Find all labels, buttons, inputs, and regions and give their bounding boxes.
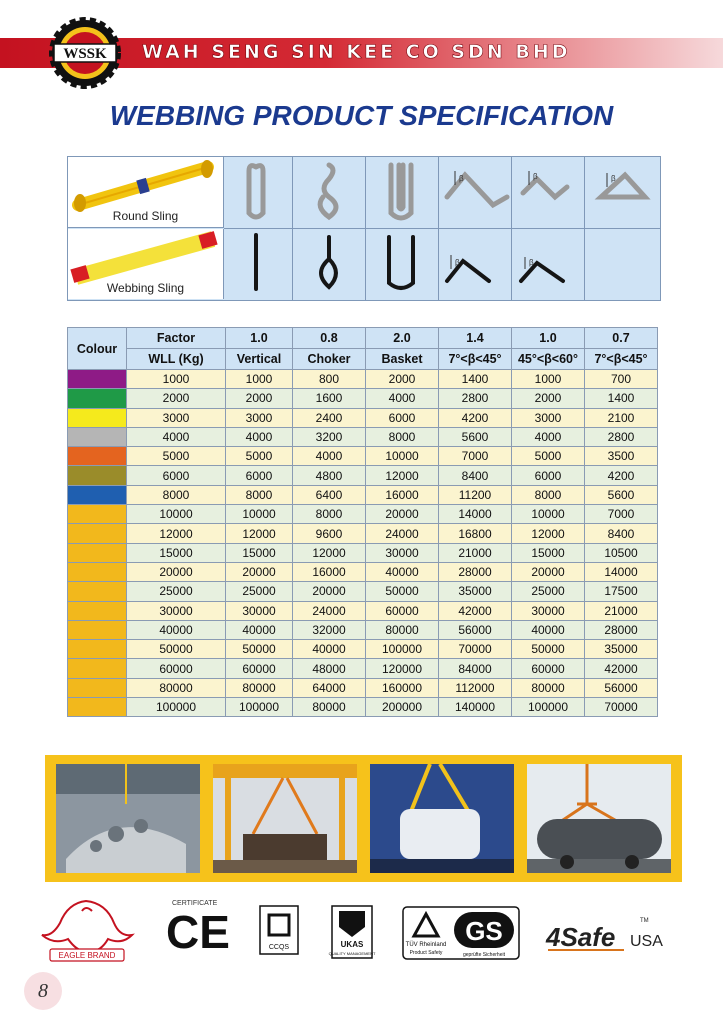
table-row xyxy=(68,389,658,408)
load-cell: 4000 xyxy=(512,427,585,446)
load-cell: 10000 xyxy=(366,447,439,466)
angle-diagram-icon-b xyxy=(523,179,567,197)
load-cell: 84000 xyxy=(439,659,512,678)
table-row xyxy=(68,582,658,601)
load-cell: 12000 xyxy=(366,466,439,485)
load-cell: 3200 xyxy=(293,427,366,446)
table-row xyxy=(68,562,658,581)
load-cell: 2400 xyxy=(293,408,366,427)
tuv-gs-logo xyxy=(402,906,520,960)
load-cell: 2800 xyxy=(439,389,512,408)
load-cell: 20000 xyxy=(366,505,439,524)
table-row xyxy=(68,659,658,678)
table-row xyxy=(68,466,658,485)
factor-header: Factor xyxy=(127,328,226,349)
load-cell: 7000 xyxy=(439,447,512,466)
wll-cell: 12000 xyxy=(127,524,226,543)
load-cell: 1400 xyxy=(585,389,658,408)
wll-cell: 5000 xyxy=(127,447,226,466)
webbing-sling-photo xyxy=(68,229,224,299)
wll-cell: 50000 xyxy=(127,640,226,659)
wll-cell: 2000 xyxy=(127,389,226,408)
load-cell: 56000 xyxy=(585,678,658,697)
load-cell: 4800 xyxy=(293,466,366,485)
load-cell: 15000 xyxy=(226,543,293,562)
table-row xyxy=(68,640,658,659)
colour-swatch xyxy=(68,389,127,408)
table-row xyxy=(68,678,658,697)
load-cell: 30000 xyxy=(366,543,439,562)
load-cell: 140000 xyxy=(439,698,512,717)
colour-swatch xyxy=(68,640,127,659)
wll-cell: 3000 xyxy=(127,408,226,427)
load-cell: 40000 xyxy=(512,620,585,639)
load-cell: 1000 xyxy=(226,370,293,389)
load-cell: 120000 xyxy=(366,659,439,678)
load-cell: 112000 xyxy=(439,678,512,697)
load-cell: 80000 xyxy=(366,620,439,639)
load-cell: 56000 xyxy=(439,620,512,639)
load-cell: 60000 xyxy=(226,659,293,678)
load-cell: 10500 xyxy=(585,543,658,562)
table-row xyxy=(68,370,658,389)
svg-text:β: β xyxy=(611,174,616,183)
round-sling-label: Round Sling xyxy=(112,209,179,223)
svg-text:β: β xyxy=(455,258,460,267)
factor-angle-3: 0.7 xyxy=(585,328,658,349)
table-row xyxy=(68,447,658,466)
ukas-logo xyxy=(328,905,376,959)
load-cell: 5000 xyxy=(512,447,585,466)
load-cell: 2000 xyxy=(366,370,439,389)
load-cell: 20000 xyxy=(226,562,293,581)
wll-header: WLL (Kg) xyxy=(127,349,226,370)
colour-swatch xyxy=(68,659,127,678)
load-cell: 14000 xyxy=(439,505,512,524)
load-cell: 42000 xyxy=(585,659,658,678)
colour-swatch xyxy=(68,427,127,446)
certificate-label: CERTIFICATE xyxy=(172,900,218,907)
load-cell: 700 xyxy=(585,370,658,389)
load-cell: 30000 xyxy=(226,601,293,620)
wll-cell: 30000 xyxy=(127,601,226,620)
load-cell: 40000 xyxy=(293,640,366,659)
application-photo-4 xyxy=(527,764,671,873)
load-cell: 20000 xyxy=(512,562,585,581)
load-cell: 1400 xyxy=(439,370,512,389)
load-cell: 1600 xyxy=(293,389,366,408)
load-cell: 80000 xyxy=(512,678,585,697)
load-cell: 17500 xyxy=(585,582,658,601)
4safe-text: 4Safe xyxy=(546,922,616,952)
load-cell: 50000 xyxy=(226,640,293,659)
vertical-diagram-icon xyxy=(249,166,263,217)
ccqs-text: CCQS xyxy=(268,944,290,951)
wll-cell: 60000 xyxy=(127,659,226,678)
load-cell: 70000 xyxy=(585,698,658,717)
mode-basket: Basket xyxy=(366,349,439,370)
load-cell: 30000 xyxy=(512,601,585,620)
page-number: 8 xyxy=(24,972,62,1010)
table-row xyxy=(68,698,658,717)
wll-cell: 4000 xyxy=(127,427,226,446)
wll-cell: 20000 xyxy=(127,562,226,581)
load-cell: 16000 xyxy=(293,562,366,581)
svg-text:β: β xyxy=(529,258,534,267)
wll-cell: 1000 xyxy=(127,370,226,389)
application-photo-1 xyxy=(56,764,200,873)
load-cell: 28000 xyxy=(585,620,658,639)
load-cell: 3000 xyxy=(512,408,585,427)
load-cell: 6000 xyxy=(366,408,439,427)
webbing-spec-table xyxy=(67,327,658,717)
load-cell: 50000 xyxy=(366,582,439,601)
colour-header: Colour xyxy=(68,328,127,370)
load-cell: 80000 xyxy=(226,678,293,697)
load-cell: 12000 xyxy=(293,543,366,562)
load-cell: 5000 xyxy=(226,447,293,466)
load-cell: 60000 xyxy=(366,601,439,620)
colour-swatch xyxy=(68,543,127,562)
load-cell: 60000 xyxy=(512,659,585,678)
colour-swatch xyxy=(68,466,127,485)
load-cell: 8000 xyxy=(293,505,366,524)
load-cell: 160000 xyxy=(366,678,439,697)
load-cell: 35000 xyxy=(439,582,512,601)
table-row xyxy=(68,524,658,543)
load-cell: 16000 xyxy=(366,485,439,504)
webbing-sling-configurations xyxy=(225,229,585,300)
load-cell: 6000 xyxy=(512,466,585,485)
load-cell: 800 xyxy=(293,370,366,389)
round-sling-configurations xyxy=(225,157,660,228)
load-cell: 32000 xyxy=(293,620,366,639)
load-cell: 8000 xyxy=(512,485,585,504)
wll-cell: 40000 xyxy=(127,620,226,639)
round-sling-image xyxy=(68,157,223,215)
wll-cell: 6000 xyxy=(127,466,226,485)
load-cell: 12000 xyxy=(226,524,293,543)
load-cell: 4200 xyxy=(439,408,512,427)
4safe-usa-logo xyxy=(544,912,682,956)
tuv-text: TÜV Rheinland xyxy=(405,942,447,948)
load-cell: 35000 xyxy=(585,640,658,659)
colour-swatch xyxy=(68,408,127,427)
table-row xyxy=(68,543,658,562)
load-cell: 2100 xyxy=(585,408,658,427)
mode-angle-1: 7°<β<45° xyxy=(439,349,512,370)
factor-angle-1: 1.4 xyxy=(439,328,512,349)
load-cell: 8400 xyxy=(439,466,512,485)
load-cell: 4000 xyxy=(226,427,293,446)
tuv-sub-text: Product Safety xyxy=(409,950,443,956)
load-cell: 1000 xyxy=(512,370,585,389)
load-cell: 24000 xyxy=(366,524,439,543)
load-cell: 15000 xyxy=(512,543,585,562)
load-cell: 3000 xyxy=(226,408,293,427)
mode-vertical: Vertical xyxy=(226,349,293,370)
gs-text: GS xyxy=(465,916,503,946)
load-cell: 11200 xyxy=(439,485,512,504)
eagle-brand-text: EAGLE BRAND xyxy=(58,951,116,960)
colour-swatch xyxy=(68,505,127,524)
load-cell: 16800 xyxy=(439,524,512,543)
load-cell: 100000 xyxy=(226,698,293,717)
load-cell: 7000 xyxy=(585,505,658,524)
angle-webbing-icon-a xyxy=(447,261,489,281)
load-cell: 25000 xyxy=(226,582,293,601)
factor-choker: 0.8 xyxy=(293,328,366,349)
load-cell: 24000 xyxy=(293,601,366,620)
webbing-sling-label: Webbing Sling xyxy=(106,281,185,295)
load-cell: 4000 xyxy=(293,447,366,466)
load-cell: 50000 xyxy=(512,640,585,659)
factor-angle-2: 1.0 xyxy=(512,328,585,349)
load-cell: 5600 xyxy=(439,427,512,446)
colour-swatch xyxy=(68,678,127,697)
application-photo-3 xyxy=(370,764,514,873)
angle-diagram-icon-a xyxy=(447,175,507,205)
gear-icon xyxy=(48,16,122,90)
load-cell: 40000 xyxy=(226,620,293,639)
basket-webbing-icon xyxy=(389,237,413,288)
load-cell: 6400 xyxy=(293,485,366,504)
wll-cell: 8000 xyxy=(127,485,226,504)
colour-swatch xyxy=(68,620,127,639)
colour-swatch xyxy=(68,601,127,620)
angle-diagram-icon-c xyxy=(601,175,645,197)
usa-text: USA xyxy=(630,933,663,950)
colour-swatch xyxy=(68,524,127,543)
table-row xyxy=(68,620,658,639)
table-row xyxy=(68,408,658,427)
load-cell: 2000 xyxy=(226,389,293,408)
colour-swatch xyxy=(68,698,127,717)
trademark-text: TM xyxy=(640,918,649,924)
load-cell: 2800 xyxy=(585,427,658,446)
load-cell: 4200 xyxy=(585,466,658,485)
eagle-brand-logo xyxy=(38,893,136,963)
load-cell: 14000 xyxy=(585,562,658,581)
load-cell: 5600 xyxy=(585,485,658,504)
load-cell: 10000 xyxy=(512,505,585,524)
mode-angle-2: 45°<β<60° xyxy=(512,349,585,370)
load-cell: 42000 xyxy=(439,601,512,620)
table-row xyxy=(68,601,658,620)
gs-sub-text: geprüfte Sicherheit xyxy=(463,952,505,958)
wll-cell: 10000 xyxy=(127,505,226,524)
load-cell: 3500 xyxy=(585,447,658,466)
choker-webbing-icon xyxy=(321,237,336,287)
load-cell: 8000 xyxy=(366,427,439,446)
table-row xyxy=(68,485,658,504)
sling-diagram-panel xyxy=(67,156,661,301)
load-cell: 100000 xyxy=(512,698,585,717)
company-logo xyxy=(48,16,122,90)
ukas-text: UKAS xyxy=(340,940,364,949)
load-cell: 8000 xyxy=(226,485,293,504)
page-title: WEBBING PRODUCT SPECIFICATION xyxy=(109,100,614,131)
ce-mark-text: CE xyxy=(166,906,230,958)
mode-angle-3: 7°<β<45° xyxy=(585,349,658,370)
load-cell: 21000 xyxy=(585,601,658,620)
svg-text:β: β xyxy=(459,174,464,183)
load-cell: 25000 xyxy=(512,582,585,601)
load-cell: 12000 xyxy=(512,524,585,543)
load-cell: 2000 xyxy=(512,389,585,408)
application-photo-strip xyxy=(45,755,682,882)
load-cell: 9600 xyxy=(293,524,366,543)
wll-cell: 80000 xyxy=(127,678,226,697)
angle-webbing-icon-b xyxy=(521,263,563,281)
colour-swatch xyxy=(68,370,127,389)
load-cell: 8400 xyxy=(585,524,658,543)
factor-basket: 2.0 xyxy=(366,328,439,349)
colour-swatch xyxy=(68,562,127,581)
load-cell: 6000 xyxy=(226,466,293,485)
load-cell: 40000 xyxy=(366,562,439,581)
table-row xyxy=(68,427,658,446)
logo-text: WSSK xyxy=(63,46,107,62)
wll-cell: 100000 xyxy=(127,698,226,717)
table-row xyxy=(68,505,658,524)
load-cell: 10000 xyxy=(226,505,293,524)
load-cell: 100000 xyxy=(366,640,439,659)
ccqs-logo xyxy=(259,905,299,955)
factor-vertical: 1.0 xyxy=(226,328,293,349)
wll-cell: 25000 xyxy=(127,582,226,601)
load-cell: 20000 xyxy=(293,582,366,601)
company-name: WAH SENG SIN KEE CO SDN BHD xyxy=(142,41,571,63)
colour-swatch xyxy=(68,582,127,601)
round-sling-photo xyxy=(68,157,224,228)
load-cell: 70000 xyxy=(439,640,512,659)
svg-text:β: β xyxy=(533,172,538,181)
choker-diagram-icon xyxy=(320,165,336,217)
ukas-sub-text: QUALITY MANAGEMENT xyxy=(328,951,376,956)
load-cell: 21000 xyxy=(439,543,512,562)
load-cell: 200000 xyxy=(366,698,439,717)
mode-choker: Choker xyxy=(293,349,366,370)
wll-cell: 15000 xyxy=(127,543,226,562)
load-cell: 48000 xyxy=(293,659,366,678)
application-photo-2 xyxy=(213,764,357,873)
colour-swatch xyxy=(68,485,127,504)
load-cell: 64000 xyxy=(293,678,366,697)
load-cell: 28000 xyxy=(439,562,512,581)
colour-swatch xyxy=(68,447,127,466)
load-cell: 80000 xyxy=(293,698,366,717)
load-cell: 4000 xyxy=(366,389,439,408)
ce-mark-logo xyxy=(166,906,230,958)
webbing-sling-image xyxy=(68,229,223,285)
